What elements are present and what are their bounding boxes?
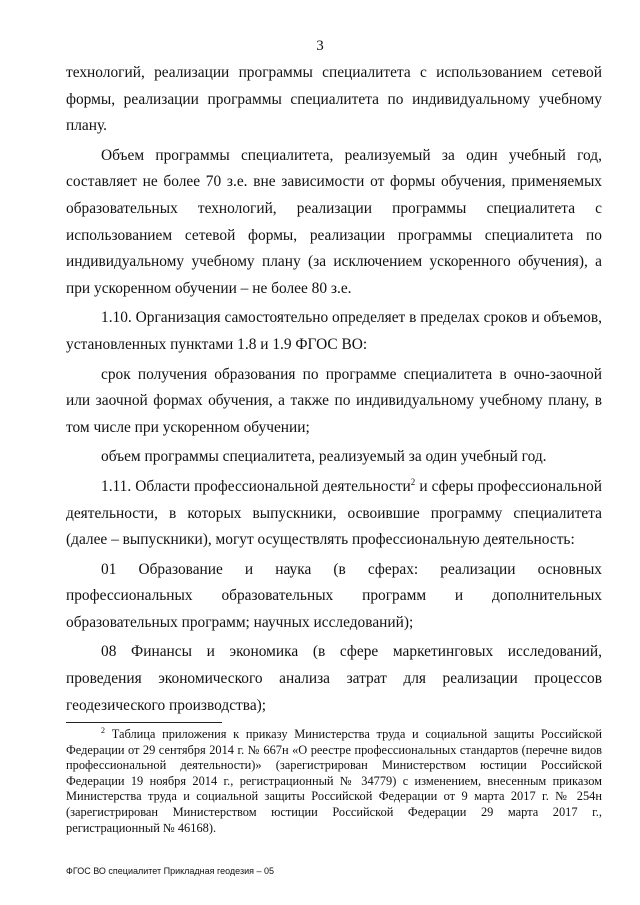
page-number: 3 <box>316 38 324 54</box>
footnote-marker: 2 <box>101 725 105 735</box>
document-body <box>66 60 602 719</box>
paragraph-continuation: технологий, реализации программы специалитета с использованием сетевой формы, реализации программы специалитета по индивидуальному учебному плану. <box>66 64 602 135</box>
paragraph-finance-economics: 08 Финансы и экономика (в сфере маркетинговых исследований, проведения экономического анализа затрат для реализации процессов геодезического производства); <box>66 643 602 714</box>
paragraph-1-11-end: и сферы профессиональной деятельности, в которых выпускники, освоившие программу специалитета (далее – выпускники), могут осуществлять профессиональную деятельность: <box>66 477 602 549</box>
footnote <box>66 727 602 836</box>
paragraph-education-science: 01 Образование и наука (в сферах: реализации основных профессиональных образовательных программ и дополнительных образовательных программ; научных исследований); <box>66 560 602 631</box>
paragraph-yearly-volume: объем программы специалитета, реализуемый за один учебный год. <box>101 448 547 466</box>
paragraph-study-period: срок получения образования по программе специалитета в очно-заочной или заочной формах обучения, а также по индивидуальному учебному плану, в том числе при ускоренном обучении; <box>66 365 602 436</box>
paragraph-1-11 <box>66 474 602 554</box>
footnote-text: Таблица приложения к приказу Министерства труда и социальной защиты Российской Федерации от 29 сентября 2014 г. № 667н «О реестре профессиональных стандартов (перечне видов профессиональной деятельности)» (зарегистрирован Министерством юстиции Российской Федерации 19 ноября 2014 г., регистрационный № 34779) с изменением, внесенным приказом Министерства труда и социальной защиты Российской Федерации от 9 марта 2017 г. № 254н (зарегистрирован Министерством юстиции Российской Федерации 29 марта 2017 г., регистрационный № 46168). <box>66 727 602 835</box>
paragraph-1-10: 1.10. Организация самостоятельно определяет в пределах сроков и объемов, установленных пунктами 1.8 и 1.9 ФГОС ВО: <box>66 309 602 353</box>
paragraph-program-volume: Объем программы специалитета, реализуемый за один учебный год, составляет не более 70 з.е. вне зависимости от формы обучения, применяемых образовательных технологий, реализации программы специалитета с использованием сетевой формы, реализации программы специалитета по индивидуальному учебному плану (за исключением ускоренного обучения), а при ускоренном обучении – не более 80 з.е. <box>66 146 602 297</box>
footnote-divider <box>66 722 222 723</box>
paragraph-1-11-start: 1.11. Области профессиональной деятельности <box>101 477 411 495</box>
page-footer: ФГОС ВО специалитет Прикладная геодезия – 05 <box>66 866 275 876</box>
footnote-reference: 2 <box>410 476 416 487</box>
